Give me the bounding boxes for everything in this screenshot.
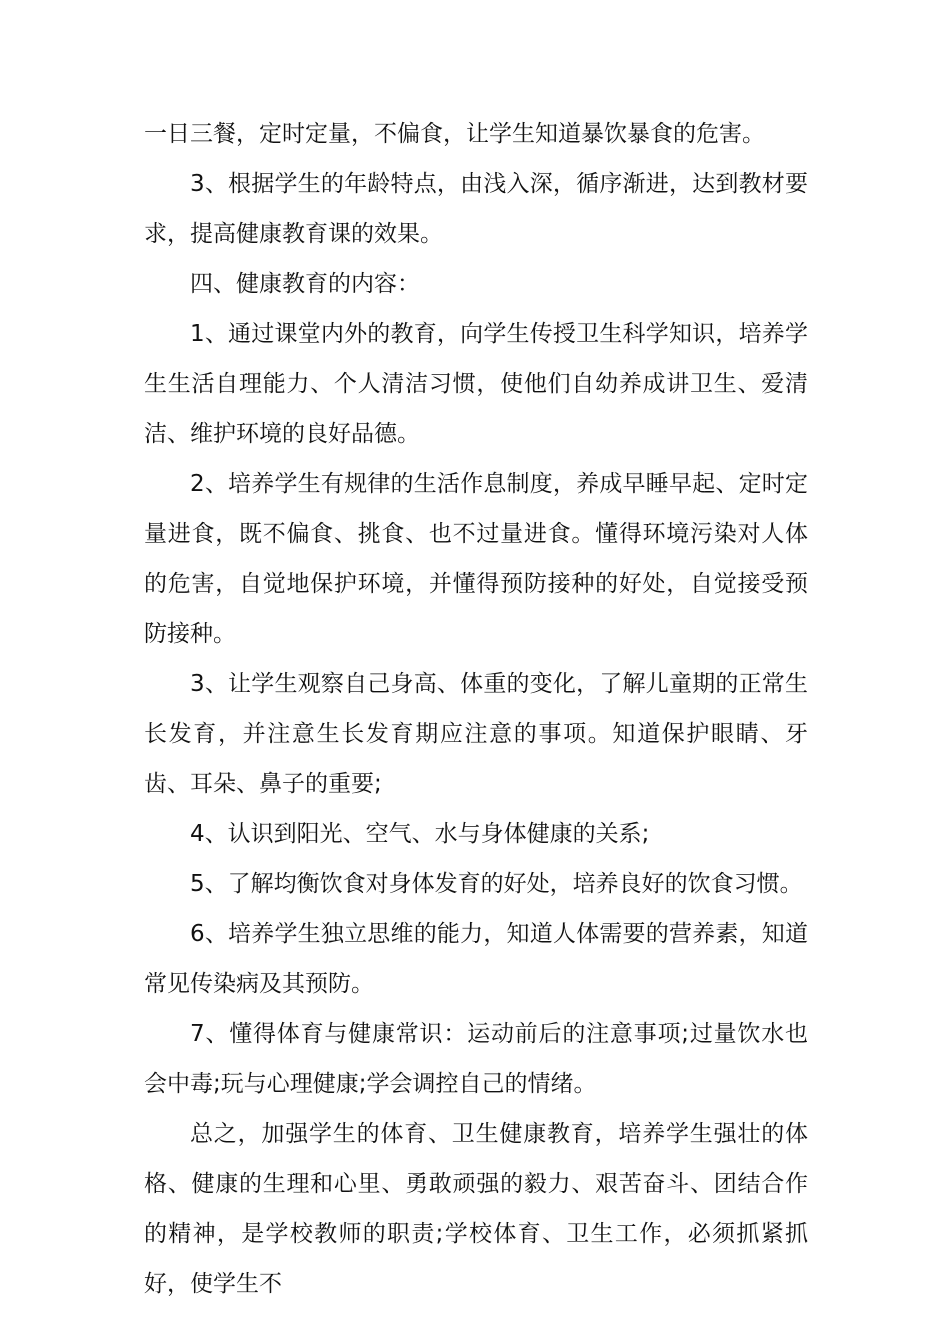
paragraph-item-5: 5、了解均衡饮食对身体发育的好处，培养良好的饮食习惯。 <box>190 871 803 897</box>
paragraph-item-2: 2、培养学生有规律的生活作息制度，养成早睡早起、定时定量进食，既不偏食、挑食、也不过量进食。懂得环境污染对人体的危害，自觉地保护环境，并懂得预防接种的好处，自觉接受预防接种。 <box>144 471 808 647</box>
paragraph-item-3: 3、让学生观察自己身高、体重的变化，了解儿童期的正常生长发育，并注意生长发育期应注意的事项。知道保护眼睛、牙齿、耳朵、鼻子的重要; <box>144 671 808 797</box>
paragraph-item-3-teaching: 3、根据学生的年龄特点，由浅入深，循序渐进，达到教材要求，提高健康教育课的效果。 <box>144 171 808 247</box>
paragraph-item-6: 6、培养学生独立思维的能力，知道人体需要的营养素，知道常见传染病及其预防。 <box>144 921 808 997</box>
paragraph-item-1: 1、通过课堂内外的教育，向学生传授卫生科学知识，培养学生生活自理能力、个人清洁习惯，使他们自幼养成讲卫生、爱清洁、维护环境的良好品德。 <box>144 321 808 447</box>
paragraph-summary: 总之，加强学生的体育、卫生健康教育，培养学生强壮的体格、健康的生理和心里、勇敢顽强的毅力、艰苦奋斗、团结合作的精神，是学校教师的职责;学校体育、卫生工作，必须抓紧抓好，使学生不 <box>144 1121 808 1297</box>
section-heading-content: 四、健康教育的内容： <box>190 271 420 297</box>
paragraph-item-7: 7、懂得体育与健康常识：运动前后的注意事项;过量饮水也会中毒;玩与心理健康;学会调控自己的情绪。 <box>144 1021 808 1097</box>
paragraph-item-4: 4、认识到阳光、空气、水与身体健康的关系; <box>190 821 650 847</box>
paragraph-meals: 一日三餐，定时定量，不偏食，让学生知道暴饮暴食的危害。 <box>144 121 765 147</box>
document-body <box>144 109 808 1309</box>
